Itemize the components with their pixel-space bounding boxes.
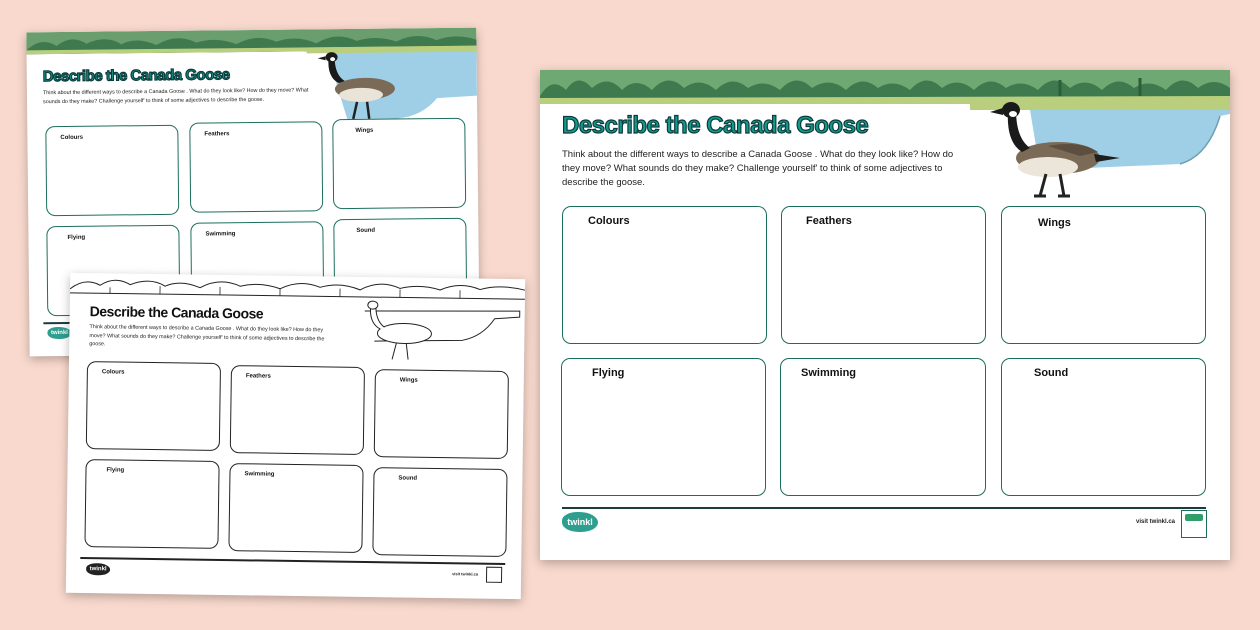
answer-box-wings[interactable]: [332, 118, 466, 209]
box-label-flying: Flying: [106, 467, 125, 474]
twinkl-logo: twinkl: [47, 327, 71, 339]
box-label-feathers: Feathers: [245, 373, 271, 380]
answer-box-feathers[interactable]: [189, 121, 323, 212]
box-label-flying: Flying: [67, 234, 86, 241]
box-label-sound: Sound: [398, 475, 418, 482]
quality-badge-icon: [1181, 510, 1207, 538]
box-label-wings: Wings: [355, 127, 374, 134]
twinkl-logo: twinkl: [562, 512, 598, 532]
box-label-swimming: Swimming: [801, 367, 857, 379]
footer-rule-bw: [80, 557, 505, 564]
answer-box-flying-bw[interactable]: [84, 459, 219, 549]
answer-box-wings[interactable]: [1001, 206, 1206, 344]
page-title: Describe the Canada Goose: [42, 66, 230, 86]
pond-scene: [306, 46, 477, 128]
box-label-colours: Colours: [60, 134, 84, 142]
box-label-sound: Sound: [356, 227, 376, 234]
answer-box-swimming[interactable]: [780, 358, 986, 496]
footer-rule: [562, 507, 1206, 509]
answer-box-sound-bw[interactable]: [372, 467, 507, 557]
goose-illustration-outline: [367, 301, 432, 360]
site-link-bw: visit twinkl.ca: [452, 571, 479, 577]
site-link[interactable]: visit twinkl.ca: [1136, 519, 1176, 525]
answer-box-wings-bw[interactable]: [374, 369, 509, 459]
worksheet-preview-bw: [66, 273, 525, 599]
box-label-swimming: Swimming: [244, 471, 275, 478]
box-label-wings: Wings: [399, 377, 418, 384]
box-label-swimming: Swimming: [205, 231, 236, 238]
answer-box-colours-bw[interactable]: [86, 361, 221, 451]
box-label-flying: Flying: [592, 367, 625, 379]
answer-box-flying[interactable]: [561, 358, 766, 496]
intro-text-bw: Think about the different ways to describe a Canada Goose . What do they look like? How do they move? What sounds do they make? Challenge yourself' to think of some adjectives to describe the goose.: [89, 324, 325, 348]
answer-box-colours[interactable]: [562, 206, 767, 344]
box-label-feathers: Feathers: [806, 215, 852, 227]
intro-text: Think about the different ways to describe a Canada Goose . What do they look like? How do they move? What sounds do they make? Challenge yourself' to think of some adjectives to describe the goose.: [562, 149, 954, 188]
pond-scene: [970, 100, 1230, 205]
box-label-wings: Wings: [1038, 217, 1071, 229]
answer-box-colours[interactable]: [45, 125, 179, 216]
worksheet-main: [540, 70, 1230, 560]
intro-text: Think about the different ways to describe a Canada Goose . What do they look like? How do they move? What sounds do they make? Challenge yourself' to think of some adjectives to describe the goose.: [42, 87, 309, 105]
answer-box-swimming-bw[interactable]: [228, 463, 363, 553]
box-label-colours: Colours: [588, 215, 630, 227]
box-label-feathers: Feathers: [204, 131, 230, 138]
page-title-bw: Describe the Canada Goose: [89, 303, 264, 322]
answer-box-feathers-bw[interactable]: [230, 365, 365, 455]
box-label-colours: Colours: [101, 369, 125, 376]
twinkl-logo-bw: twinkl: [86, 563, 110, 575]
quality-badge-icon: [486, 567, 502, 583]
treeline-banner: [540, 70, 1230, 104]
answer-box-sound[interactable]: [1001, 358, 1206, 496]
box-label-sound: Sound: [1034, 367, 1069, 379]
pond-scene-outline: [344, 295, 525, 368]
page-title: Describe the Canada Goose: [562, 112, 869, 139]
answer-box-feathers[interactable]: [781, 206, 986, 344]
